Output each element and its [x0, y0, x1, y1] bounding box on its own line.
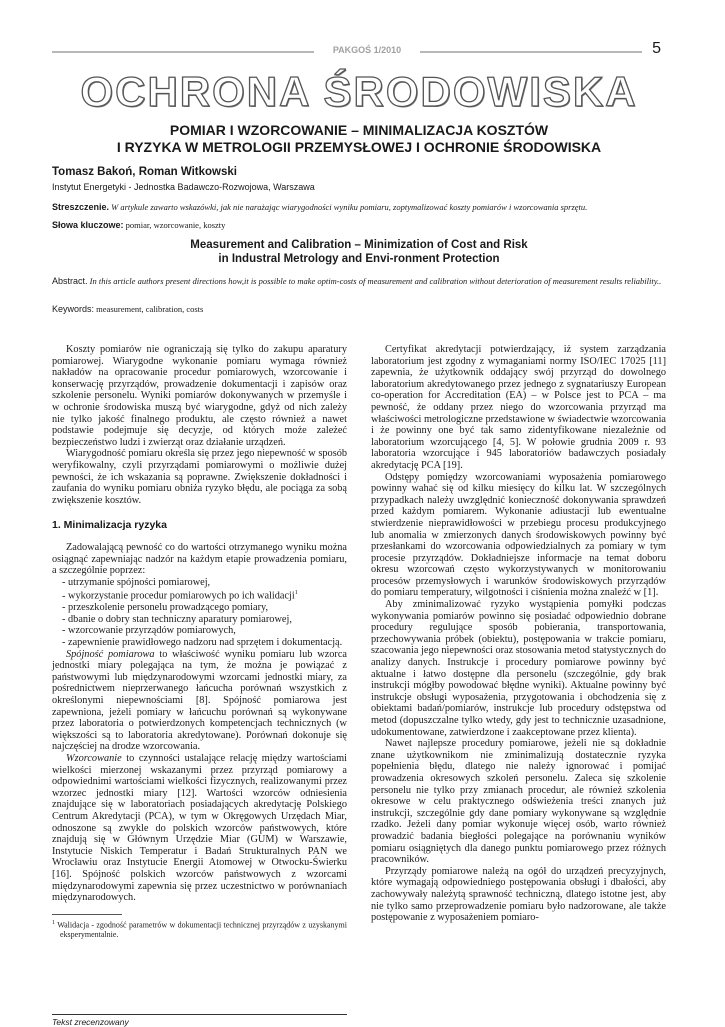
article-title-en-line1: Measurement and Calibration – Minimization of Cost and Risk [190, 239, 528, 251]
article-title-pl [52, 122, 666, 156]
right-column [371, 344, 666, 924]
paragraph: Koszty pomiarów nie ograniczają się tylko do zakupu aparatury pomiarowej. Wiarygodne wykonanie pomiaru wymaga również nakładów na opracowanie procedur pomiarowych, wzorcowanie i konserwację przyrządów, prowadzenie dokumentacji i zapisów oraz szkolenie personelu. Wyniki pomiarów dokonywanych w przemyśle i w ochronie środowiska muszą być wiarygodne, gdyż od nich zależy nie tylko jakość finalnego produktu, ale często również a nawet podstawie podejmuje się decyzje, od których może zależeć bezpieczeństwo ludzi i zwierząt oraz działanie urządzeń. [52, 344, 347, 448]
paragraph: Zadowalającą pewność co do wartości otrzymanego wyniku można osiągnąć zapewniając nadzór na każdym etapie prowadzenia pomiaru, a szczególnie poprzez: [52, 541, 347, 577]
section-heading: 1. Minimalizacja ryzyka [52, 519, 167, 532]
article-title-en-line2: in Industral Metrology and Envi-ronment Protection [218, 253, 500, 265]
paragraph: Odstępy pomiędzy wzorcowaniami wyposażenia pomiarowego powinny wahać się od kilku miesięcy do kilku lat. W szczególnych przypadkach należy uwzględnić konieczność dokonywania sprawdzeń przed każdym pomiarem. Wykonanie adiustacji lub ewentualne stwierdzenie nieprawidłowości w przebiegu procesu produkcyjnego lub anomalia w zmierzonych danych środowiskowych powinny być przesłankami do wzorcowania odpowiedzialnych za pomiary w tym procesie przyrządów. Dokładniejsze informacje na temat doboru okresu wzorcowań często wykorzystywanych w monitorowaniu procesów przemysłowych i warunków środowiskowych przyrządów do pomiaru temperatury, wilgotności i ciśnienia można znaleźć w [1]. [371, 471, 666, 599]
keywords-en-label: Keywords: [52, 304, 95, 314]
abstract-en-text: In this article authors present directions how,it is possible to make optim-costs of measurement and calibration without deterioration of measurement results reliability.. [89, 276, 662, 286]
paragraph: Nawet najlepsze procedury pomiarowe, jeżeli nie są dokładnie znane użytkownikom nie zminimalizują dostatecznie ryzyka popełnienia błędu, dlatego nie należy ignorować i pomijać prowadzenia okresowych szkoleń personelu. Zaleca się szkolenie personelu nie tylko przy zmianach procedur, ale również szkolenia okresowe w celu praktycznego odświeżenia treści znanych już instrukcji, szczególnie gdy dane pomiary wykonywane są względnie rzadko. Jeżeli dany pomiar wykonuje więcej osób, warto również prowadzić badania biegłości polegające na porównaniu wyników pomiaru osiągniętych dla danego punktu pomiarowego przez różnych pracowników. [371, 738, 666, 866]
keywords-pl-text: pomiar, wzorcowanie, koszty [125, 220, 226, 230]
page-number: 5 [652, 40, 661, 57]
footnote-ref: 1 [294, 590, 298, 597]
article-title-pl-line1: POMIAR I WZORCOWANIE – MINIMALIZACJA KOSZTÓW [169, 122, 549, 138]
header-rule-left [52, 51, 314, 53]
keywords-en [52, 304, 203, 314]
article-title-pl-line2: I RYZYKA W METROLOGII PRZEMYSŁOWEJ I OCHRONIE ŚRODOWISKA [116, 139, 602, 155]
paragraph: Przyrządy pomiarowe należą na ogół do urządzeń precyzyjnych, które wymagają odpowiedniego postępowania obsługi i dbałości, aby zachowywały należytą sprawność techniczną, dlatego istotne jest, aby nie tylko samo przeprowadzenie pomiaru było nadzorowane, ale także postępowanie z wyposażeniem pomiaro- [371, 865, 666, 924]
institution: Instytut Energetyki - Jednostka Badawczo-Rozwojowa, Warszawa [52, 182, 315, 192]
article-title-en [52, 238, 666, 266]
section-title: OCHRONA ŚRODOWISKA [80, 68, 638, 115]
journal-name: PAKGOŚ 1/2010 [332, 45, 402, 55]
bullet-list [52, 577, 347, 649]
footnote: $^1$ Walidacja - zgodność parametrów w dokumentacji technicznej przyrządów z uzyskanymi eksperymentalnie. [52, 919, 347, 939]
abstract-pl-text: W artykule zawarto wskazówki, jak nie narażając wiarygodności wyniku pomiaru, zoptymalizować koszty pomiarów i wzorcowania sprzętu. [111, 202, 588, 212]
abstract-pl-label: Streszczenie. [52, 202, 110, 212]
footnote-rule [52, 914, 122, 915]
keywords-pl [52, 220, 225, 230]
abstract-en [52, 276, 666, 287]
list-item: - zapewnienie prawidłowego nadzoru nad sprzętem i dokumentacją. [62, 637, 347, 649]
list-item: - dbanie o dobry stan techniczny aparatury pomiarowej, [62, 614, 347, 626]
list-item: - wykorzystanie procedur pomiarowych po ich walidacji$^1$ [62, 588, 347, 602]
paragraph: Wzorcowanie to czynności ustalające relację między wartościami wielkości mierzonej wskazanymi przez przyrząd pomiarowy a odpowiednimi wartościami wielkości fizycznych, realizowanymi przez wzorzec jednostki miary [12]. Wartości wzorców odniesienia znajdujące się w laboratoriach posiadających akredytację Polskiego Centrum Akredytacji (PCA), w tym w Okręgowych Urzędach Miar, odnoszone są zwykle do polskich wzorców państwowych, które znajdują się w Głównym Urzędzie Miar (GUM) w Warszawie, Instytucie Niskich Temperatur i Badań Strukturalnych PAN we Wrocławiu oraz Instytucie Energii Atomowej w Otwocku-Świerku [16]. Spójność polskich wzorców państwowych z wzorcami międzynarodowymi zapewnia się przez uczestnictwo w porównaniach międzynarodowych. [52, 753, 347, 904]
term: Spójność pomiarowa [66, 648, 155, 660]
list-item: - wzorcowanie przyrządów pomiarowych, [62, 625, 347, 637]
paragraph: Spójność pomiarowa to właściwość wyniku pomiaru lub wzorca jednostki miary polegająca na tym, że można je powiązać z państwowymi lub międzynarodowymi wzorcami jednostki miary, za pośrednictwem nieprzerwanego łańcucha porównań wszystkich z określonymi niepewnościami [8]. Spójność pomiarowa jest zapewniona, jeżeli pomiary w łańcuchu porównań są wykonywane przez laboratoria o potwierdzonych kompetencjach technicznych (w większości są to laboratoria akredytowane). Porównań dokonuje się najczęściej na drodze wzorcowania. [52, 648, 347, 753]
reviewed-note: Tekst zrecenzowany [52, 1014, 347, 1027]
keywords-pl-label: Słowa kluczowe: [52, 220, 124, 230]
paragraph: Wiarygodność pomiaru określa się przez jego niepewność w sposób weryfikowalny, czyli przyrządami pomiarowymi o możliwie dużej pewności, że ich wskazania są poprawne. Zwiększenie dokładności i zaufania do wyniku pomiaru obniża ryzyko błędu, ale pociąga za sobą zwiększenie kosztów. [52, 448, 347, 506]
keywords-en-text: measurement, calibration, costs [96, 304, 204, 314]
abstract-pl [52, 202, 666, 212]
paragraph: Aby zminimalizować ryzyko wystąpienia pomyłki podczas wykonywania pomiarów powinno się posiadać odpowiednio dobrane procedury regulujące sposób pobierania, transportowania, przechowywania próbek (obiektu), postępowania w trakcie pomiaru, szacowania jego niepewności oraz stosowania metod statystycznych do analizy danych. Instrukcje i procedury pomiarowe powinny być aktualne i łatwo dostępne dla personelu (szczególnie, gdy brak instrukcji mógłby powodować błędne wyniki). Aktualne powinny być instrukcje obsługi wyposażenia, przygotowania i obchodzenia się z obiektami badań/pomiarów, instrukcje lub procedury odstępstwa od metod (dopuszczalne tylko wtedy, gdy jest to technicznie uzasadnione, udokumentowane, zatwierdzone i zaakceptowane przez klienta). [371, 599, 666, 738]
abstract-en-label: Abstract. [52, 276, 88, 286]
authors: Tomasz Bakoń, Roman Witkowski [52, 166, 237, 178]
list-item: - przeszkolenie personelu prowadzącego pomiary, [62, 602, 347, 614]
header-rule-right [420, 51, 642, 53]
paragraph: Certyfikat akredytacji potwierdzający, iż system zarządzania laboratorium jest zgodny z wymaganiami normy ISO/IEC 17025 [11] zapewnia, że użytkownik oddający swój przyrząd do dowolnego laboratorium akredytowanego przez jednego z sygnatariuszy European co-operation for Accreditation (EA) – w Polsce jest to PCA – ma pewność, że oddany przez niego do wzorcowania przyrząd ma właściwości metrologiczne przedstawione w świadectwie wzorcowania i że powinny one być tak samo zidentyfikowane niezależnie od laboratorium wzorcującego [4, 5]. W połowie grudnia 2009 r. 93 laboratoria wzorcujące i 945 laboratoriów badawczych posiadały akredytację PCA [19]. [371, 344, 666, 471]
left-column [52, 344, 347, 939]
list-item: - utrzymanie spójności pomiarowej, [62, 577, 347, 589]
term: Wzorcowanie [66, 753, 122, 765]
